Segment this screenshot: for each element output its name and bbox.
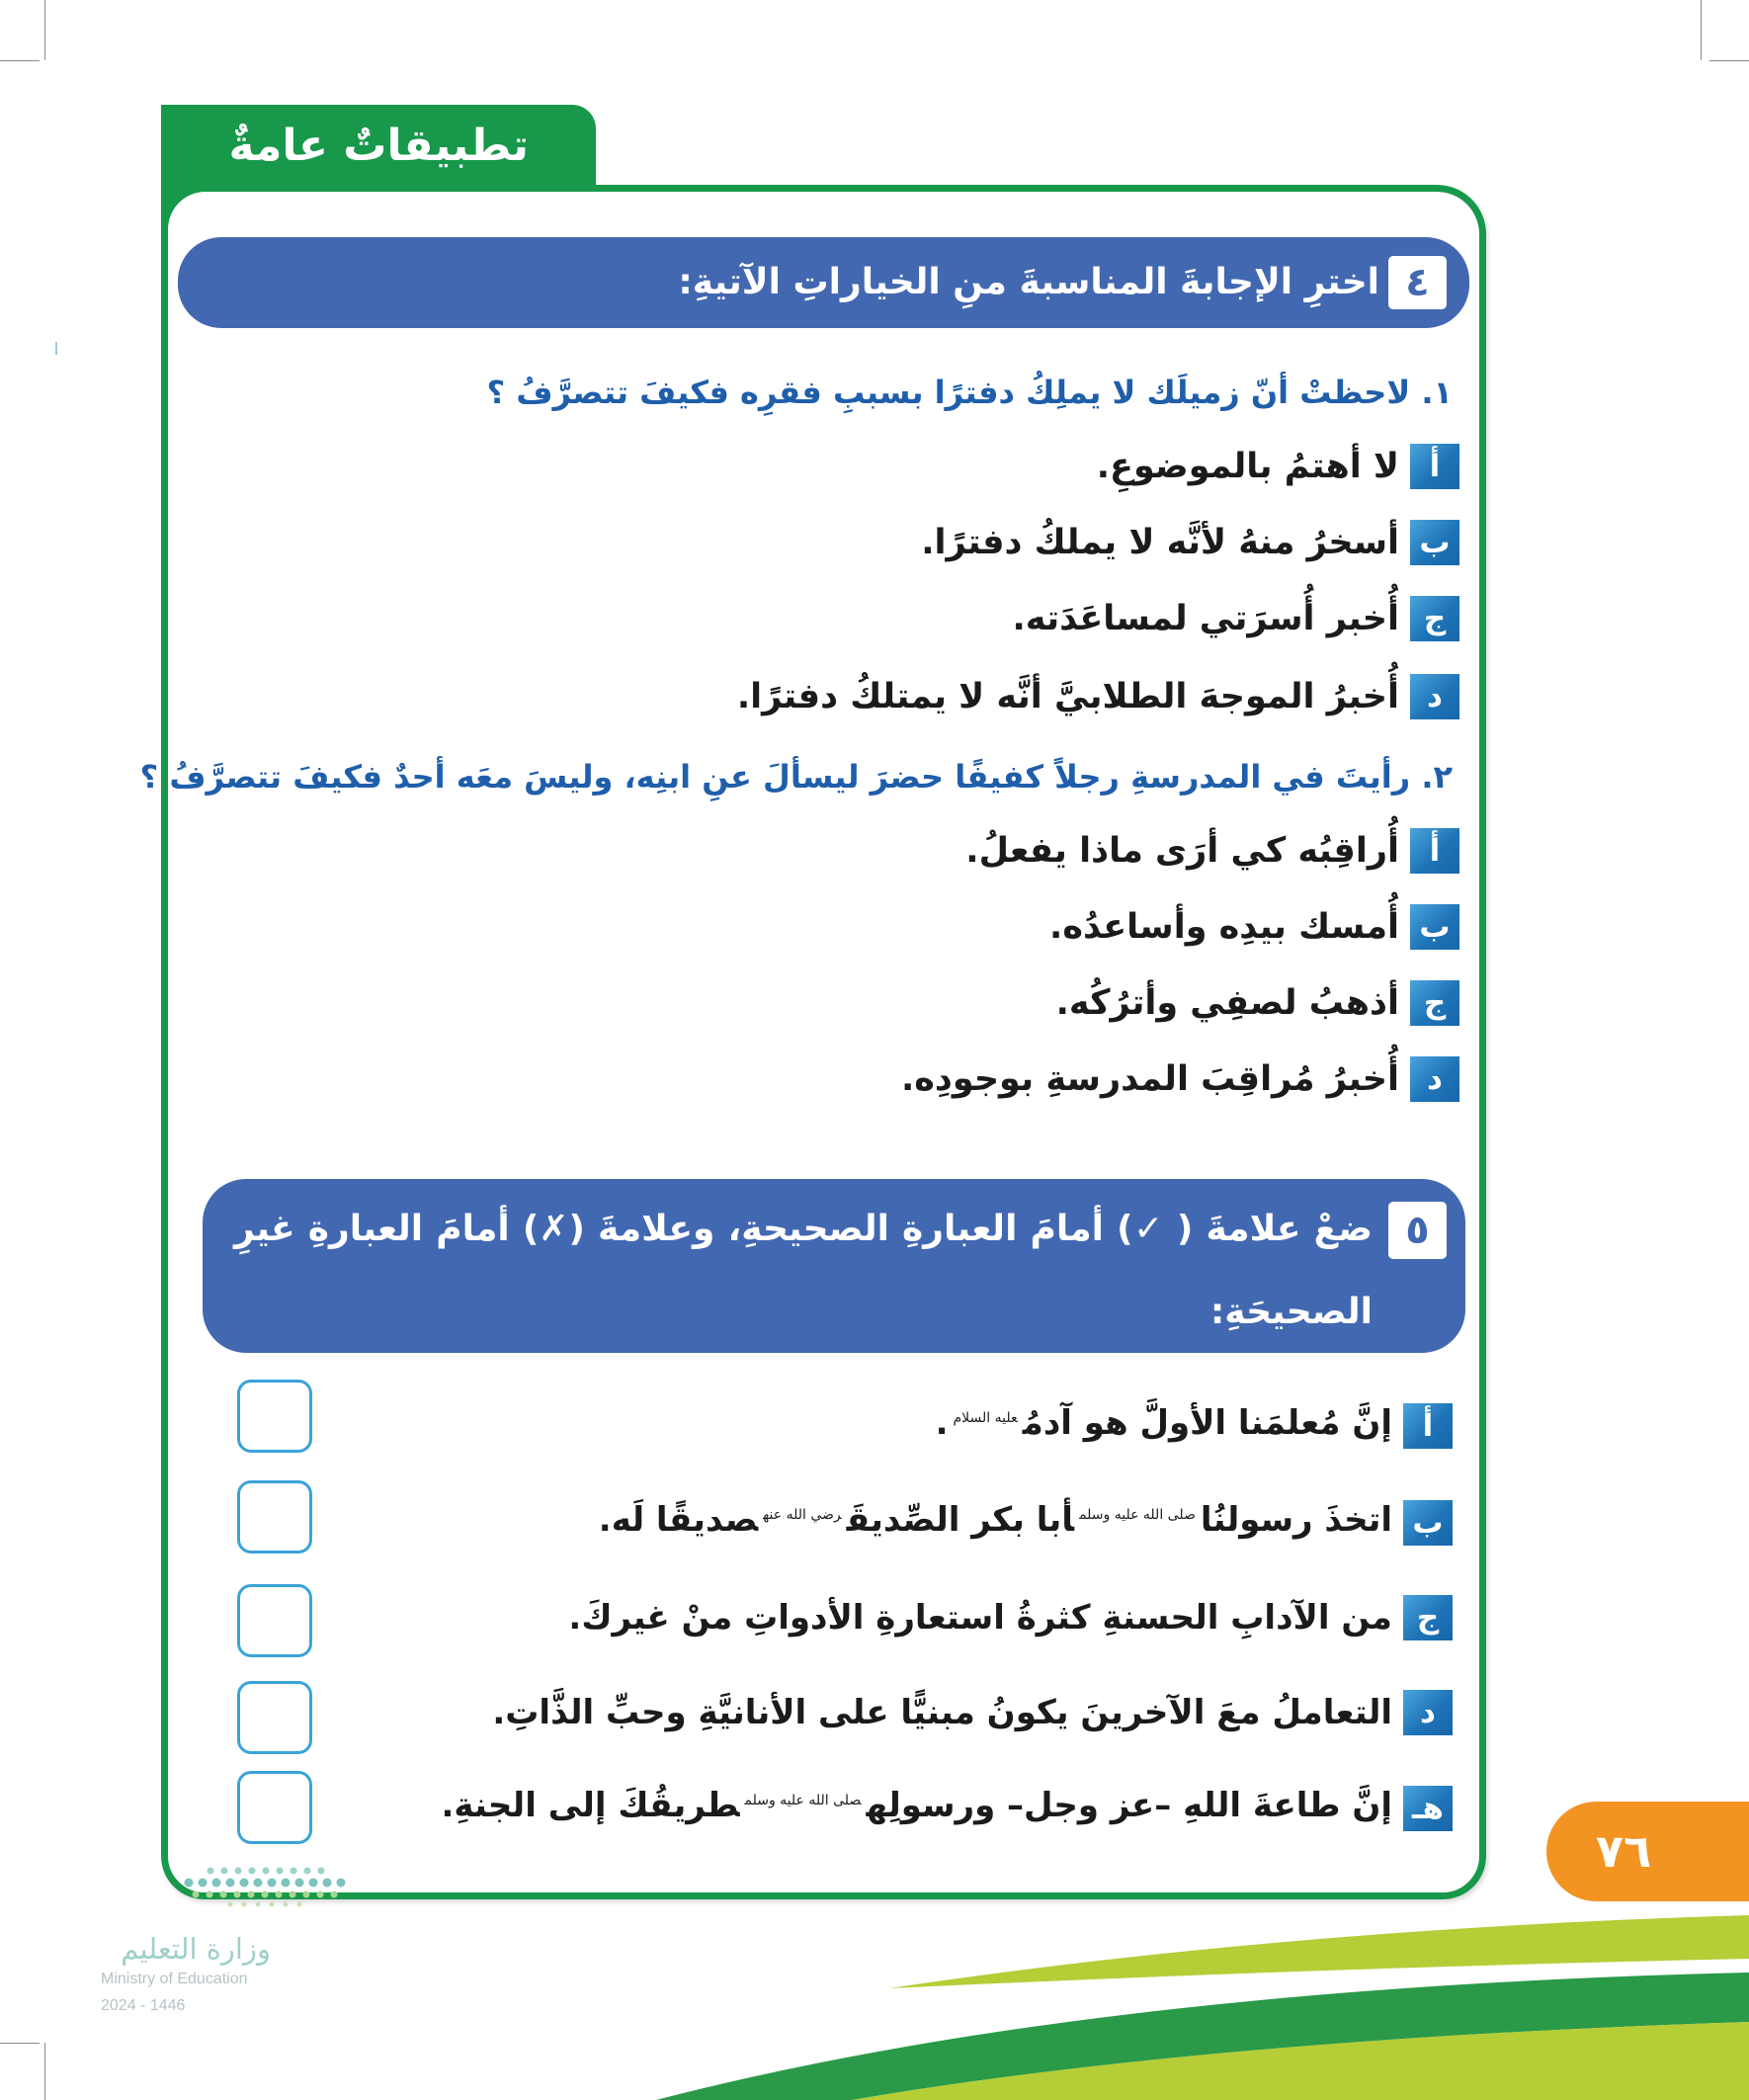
statement-text-part: أبا بكر الصِّديقَ: [846, 1499, 1075, 1540]
option-letter-badge: ب: [1410, 904, 1459, 950]
question-2-option-d: [901, 1053, 1459, 1105]
statement-letter-badge: هـ: [1403, 1786, 1453, 1831]
margin-tick: [55, 342, 57, 355]
question-1-option-a: [1097, 441, 1459, 492]
statement-letter-badge: د: [1403, 1690, 1453, 1735]
question-2-option-b: [1049, 901, 1459, 953]
option-text: أُمسك بيدِه وأساعدُه.: [1049, 907, 1399, 947]
option-letter-badge: أ: [1410, 828, 1459, 874]
option-text: أذهبُ لصفِي وأترُكُه.: [1055, 983, 1399, 1023]
option-letter-badge: ب: [1410, 520, 1459, 565]
option-letter-badge: د: [1410, 1056, 1459, 1102]
question-2-option-a: [965, 825, 1459, 877]
crop-mark-top-left-v: [44, 0, 45, 60]
statement-letter-badge: ج: [1403, 1595, 1453, 1640]
crop-mark-top-right-h: [1709, 60, 1749, 61]
crop-mark-top-left-h: [0, 60, 40, 61]
page-number-pill: [1546, 1802, 1749, 1901]
option-letter-badge: ج: [1410, 596, 1459, 641]
statement-text-part: اتخذَ رسولنُا: [1200, 1499, 1392, 1540]
answer-box-b[interactable]: [237, 1480, 312, 1554]
exercise-4-instruction: اخترِ الإجابةَ المناسبةَ منِ الخياراتِ الآتيةِ:: [678, 262, 1379, 302]
statement-a: [936, 1400, 1453, 1452]
option-text: أُخبرُ الموجهَ الطلابيَّ أنَّه لا يمتلكُ دفترًا.: [736, 677, 1399, 716]
exercise-5-instruction-line-1: ضعْ علامةَ ( ✓) أمامَ العبارةِ الصحيحةِ، وعلامةَ (✗) أمامَ العبارةِ غيرِ: [234, 1209, 1373, 1249]
option-text: أُخبرُ مُراقِبَ المدرسةِ بوجودِه.: [900, 1059, 1399, 1099]
ministry-logo-dots: [181, 1862, 349, 1909]
option-text: أُراقِبُه كي أرَى ماذا يفعلُ.: [965, 831, 1399, 871]
page-number: ٧٦: [1596, 1824, 1652, 1878]
statement-text-part: صديقًا لَه.: [598, 1499, 759, 1540]
option-letter-badge: أ: [1410, 444, 1459, 489]
statement-text-part: إنَّ مُعلمَنا الأولَّ هو آدمُ: [1022, 1402, 1392, 1443]
exercise-5-number: ٥: [1388, 1202, 1447, 1259]
statement-text: [936, 1397, 1392, 1456]
option-text: أُخبر أُسرَتي لمساعَدَته.: [1012, 599, 1399, 638]
crop-mark-bottom-left-v: [44, 2043, 45, 2100]
option-letter-badge: د: [1410, 674, 1459, 719]
statement-text-part: طريقُكَ إلى الجنةِ.: [441, 1785, 740, 1825]
ministry-name-arabic: وزارة التعليم: [121, 1932, 271, 1966]
statement-text-part: .: [935, 1402, 949, 1443]
ministry-name-english: Ministry of Education: [101, 1971, 248, 1987]
statement-e: [442, 1783, 1453, 1834]
exercise-4-header: [178, 237, 1469, 328]
statement-text-part: إنَّ طاعةَ اللهِ –عز وجل– ورسولِه: [866, 1785, 1392, 1825]
question-1: ١. لاحظتْ أنّ زميلَك لا يملِكُ دفترًا بسببِ فقرِه فكيفَ تتصرَّفُ ؟: [486, 374, 1453, 411]
question-2: ٢. رأيتَ في المدرسةِ رجلاً كفيفًا حضرَ ليسألَ عنِ ابنِه، وليسَ معَه أحدٌ فكيفَ تتصرَّفُ ؟: [139, 758, 1453, 796]
option-text: أسخرُ منهُ لأنَّه لا يملكُ دفترًا.: [921, 523, 1399, 562]
answer-box-e[interactable]: [237, 1771, 312, 1844]
statement-b: [599, 1497, 1453, 1549]
question-1-option-c: [1012, 593, 1459, 644]
crop-mark-bottom-left-h: [0, 2043, 40, 2044]
statement-text: [442, 1780, 1392, 1838]
frame-inner-corner: [168, 192, 206, 229]
honorific-salla-allah: صلى الله عليه وسلم: [1079, 1506, 1196, 1523]
exercise-5-instruction-line-2: الصحيحَةِ:: [1209, 1292, 1373, 1332]
statement-text: [599, 1494, 1392, 1553]
question-2-option-c: [1056, 977, 1459, 1029]
statement-c: [568, 1592, 1453, 1643]
decorative-swoosh: [593, 1878, 1749, 2100]
exercise-5-header: [203, 1179, 1465, 1353]
crop-mark-top-right-v: [1701, 0, 1702, 60]
statement-letter-badge: ب: [1403, 1500, 1453, 1546]
statement-text: التعاملُ معَ الآخرينَ يكونُ مبنيًّا على الأنانيَّةِ وحبِّ الذَّاتِ.: [492, 1693, 1392, 1732]
answer-box-d[interactable]: [237, 1681, 312, 1754]
honorific-alayhi-salam: عليه السلام: [953, 1409, 1018, 1426]
honorific-salla-allah: صلى الله عليه وسلم: [744, 1792, 862, 1808]
edition-year: 2024 - 1446: [101, 1997, 186, 2014]
option-text: لا أهتمُ بالموضوعِ.: [1096, 447, 1399, 486]
question-1-option-d: [737, 671, 1459, 722]
section-title: تطبيقاتٌ عامةٌ: [228, 121, 529, 171]
answer-box-a[interactable]: [237, 1380, 312, 1453]
option-letter-badge: ج: [1410, 980, 1459, 1026]
statement-d: [492, 1687, 1453, 1738]
answer-box-c[interactable]: [237, 1584, 312, 1657]
statement-letter-badge: أ: [1403, 1403, 1453, 1449]
honorific-radi-allah: رضي الله عنه: [763, 1506, 842, 1523]
exercise-4-number: ٤: [1388, 256, 1447, 309]
section-tab: [161, 105, 596, 192]
question-1-option-b: [921, 517, 1459, 568]
statement-text: من الآدابِ الحسنةِ كثرةُ استعارةِ الأدواتِ منْ غيركَ.: [568, 1598, 1392, 1638]
